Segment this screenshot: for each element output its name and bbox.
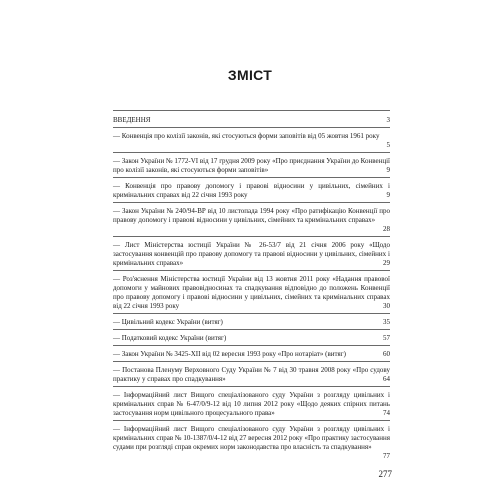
divider	[113, 270, 390, 271]
toc-entry-title: — Інформаційний лист Вищого спеціалізованого суду України з розгляду цивільних і кримінальних справ № 6-47/0/9-12 від 10 липня 2012 року «Щодо деяких спірних питань застосування норм цивільного процесуального права»	[113, 391, 390, 417]
divider	[113, 313, 390, 314]
toc-entry[interactable]	[113, 391, 390, 418]
toc-entry-page: 64	[383, 375, 390, 383]
page-number: 277	[378, 469, 392, 479]
toc-entry-page: 77	[383, 452, 390, 460]
toc-entry-page: 57	[383, 334, 390, 342]
toc-entry-title: — Роз'яснення Міністерства юстиції України від 13 жовтня 2011 року «Надання правової допомоги у майнових правовідносинах та спадкування відповідно до положень Конвенції про правову допомогу і правові відносини у цивільних, сімейних та кримінальних справах від 22 січня 1993 року	[113, 275, 390, 310]
divider	[113, 420, 390, 421]
toc-entry-title: — Конвенція про колізії законів, які стосуються форми заповітів від 05 жовтня 1961 року	[113, 132, 380, 140]
toc-entry[interactable]	[113, 350, 390, 359]
toc-entry-page: 28	[383, 225, 390, 233]
toc-entry[interactable]	[113, 157, 390, 175]
toc-entry-page: 60	[383, 350, 390, 358]
toc-entry-page: 29	[383, 259, 390, 267]
toc-entry[interactable]	[113, 116, 390, 125]
divider	[113, 202, 390, 203]
toc-entry-title: — Постанова Пленуму Верховного Суду України № 7 від 30 травня 2008 року «Про судову практику у справах про спадкування»	[113, 366, 390, 383]
toc-entry[interactable]	[113, 182, 390, 200]
divider	[113, 110, 390, 111]
toc-entry-title: — Закон України № 240/94-ВР від 10 листопада 1994 року «Про ратифікацію Конвенції про правову допомогу і правові відносини у цивільних, сімейних та кримінальних справах»	[113, 207, 390, 224]
toc-entry[interactable]	[113, 275, 390, 311]
toc-entry-title: — Інформаційний лист Вищого спеціалізованого суду України з розгляду цивільних і кримінальних справ № 10-1387/0/4-12 від 27 вересня 2012 року «Про практику застосування судами при розгляді справ окремих норм законодавства про власність та спадкування»	[113, 425, 390, 451]
toc-entry-page: 35	[383, 318, 390, 326]
toc-entry-page: 3	[386, 116, 390, 124]
toc-entry-page: 5	[386, 141, 390, 149]
toc-entry-title: — Закон України № 1772-VI від 17 грудня 2009 року «Про приєднання України до Конвенції про колізії законів, які стосуються форми заповітів»	[113, 157, 390, 174]
divider	[113, 386, 390, 387]
toc-entry[interactable]	[113, 132, 390, 149]
toc-entry-title: — Податковий кодекс України (витяг)	[113, 334, 227, 342]
toc-entry-title: — Закон України № 3425-XII від 02 вересня 1993 року «Про нотаріат» (витяг)	[113, 350, 346, 358]
page-title: ЗМІСТ	[227, 67, 273, 83]
toc-entry-page: 9	[386, 191, 390, 199]
divider	[113, 236, 390, 237]
divider	[113, 177, 390, 178]
toc-entry[interactable]	[113, 334, 390, 343]
toc-entry-title: — Лист Міністерства юстиції України № 26-53/7 від 21 січня 2006 року «Щодо застосування конвенцій про правову допомогу та правові відносини у цивільних, сімейних і кримінальних справах»	[113, 241, 390, 267]
toc-entry-title: — Цивільний кодекс України (витяг)	[113, 318, 223, 326]
toc-entry[interactable]	[113, 425, 390, 460]
divider	[113, 361, 390, 362]
toc-entry[interactable]	[113, 207, 390, 233]
toc-entry[interactable]	[113, 366, 390, 384]
divider	[113, 152, 390, 153]
toc-entry-page: 74	[383, 409, 390, 417]
toc-entry[interactable]	[113, 318, 390, 327]
divider	[113, 127, 390, 128]
divider	[113, 345, 390, 346]
toc-entry-page: 30	[383, 302, 390, 310]
toc-entry[interactable]	[113, 241, 390, 268]
divider	[113, 329, 390, 330]
toc-entry-page: 9	[386, 166, 390, 174]
toc-entry-title: — Конвенція про правову допомогу і правові відносини у цивільних, сімейних і кримінальних справах від 22 січня 1993 року	[113, 182, 390, 199]
toc-entry-title: ВВЕДЕННЯ	[113, 116, 151, 124]
